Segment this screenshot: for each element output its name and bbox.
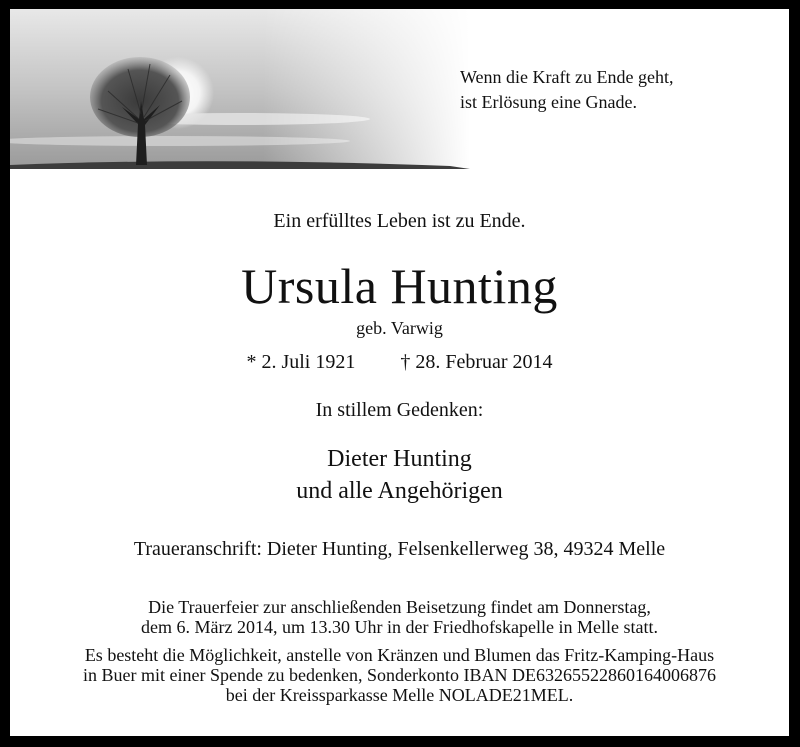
deceased-name: Ursula Hunting <box>241 258 558 314</box>
mourning-address: Traueranschrift: Dieter Hunting, Felsenkellerweg 38, 49324 Melle <box>133 538 666 560</box>
donation-line-3: bei der Kreissparkasse Melle NOLADE21MEL. <box>225 685 574 705</box>
ceremony-line-2: dem 6. März 2014, um 13.30 Uhr in der Friedhofskapelle in Melle statt. <box>141 617 658 637</box>
death-date: † 28. Februar 2014 <box>400 351 553 373</box>
life-dates <box>10 351 789 374</box>
quote-line-1: Wenn die Kraft zu Ende geht, <box>460 67 674 87</box>
mourners <box>10 443 789 507</box>
birth-date: * 2. Juli 1921 <box>246 351 356 373</box>
ceremony-info <box>10 597 789 637</box>
intro-line: Ein erfülltes Leben ist zu Ende. <box>273 210 526 232</box>
donation-line-2: in Buer mit einer Spende zu bedenken, Sonderkonto IBAN DE63265522860164006876 <box>83 665 716 685</box>
tree-landscape-image <box>10 9 470 184</box>
donation-line-1: Es besteht die Möglichkeit, anstelle von Kränzen und Blumen das Fritz-Kamping-Haus <box>84 645 715 665</box>
quote-line-2: ist Erlösung eine Gnade. <box>460 92 637 112</box>
donation-info <box>10 645 789 705</box>
obituary-card <box>10 9 789 736</box>
quote <box>460 65 760 115</box>
maiden-name: geb. Varwig <box>356 318 443 338</box>
mourner-line-2: und alle Angehörigen <box>296 478 503 504</box>
ceremony-line-1: Die Trauerfeier zur anschließenden Beisetzung findet am Donnerstag, <box>148 597 651 617</box>
memory-line: In stillem Gedenken: <box>315 399 484 421</box>
mourner-line-1: Dieter Hunting <box>327 446 472 472</box>
